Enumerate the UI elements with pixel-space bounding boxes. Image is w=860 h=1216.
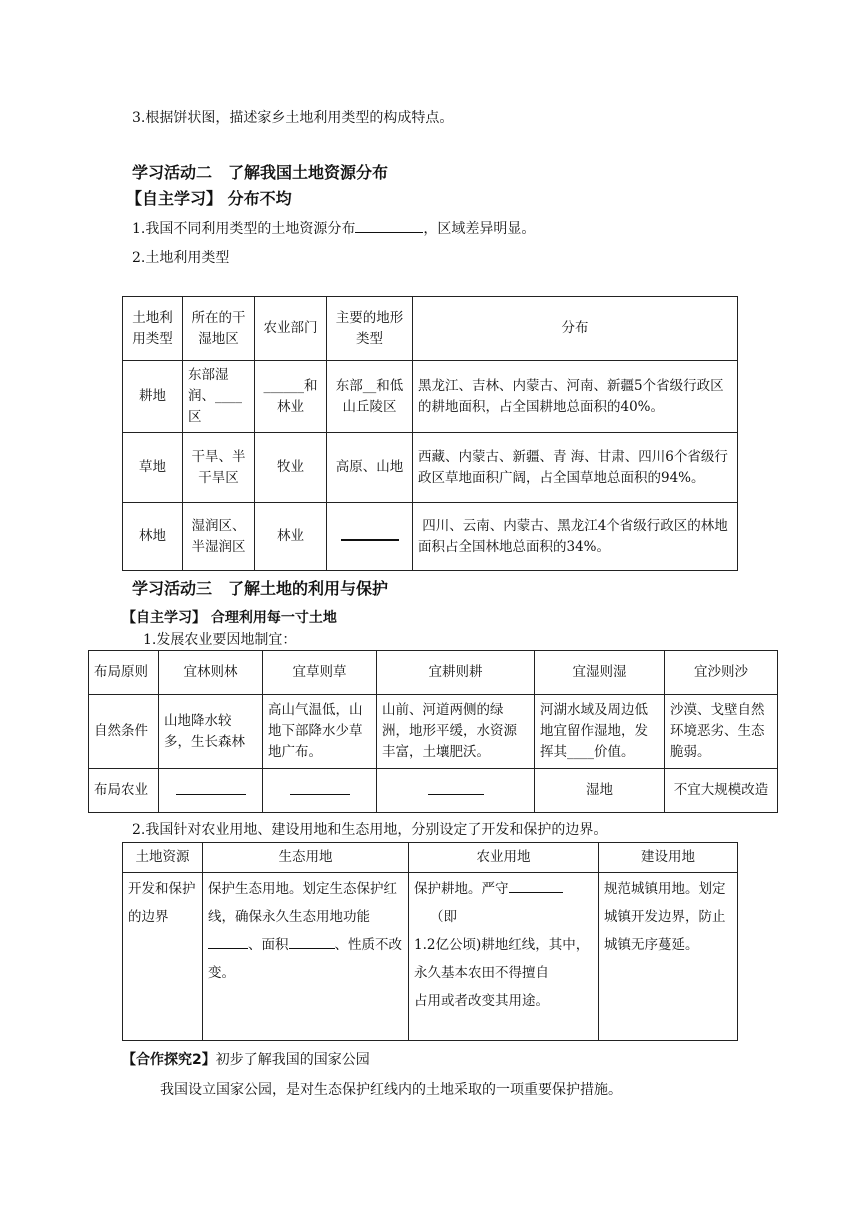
table-row xyxy=(89,769,778,813)
region-cell[interactable]: 东部湿润、____区 xyxy=(183,361,255,433)
activity-2-question-2: 2.土地利用类型 xyxy=(132,250,230,266)
header-cell: 宜耕则耕 xyxy=(377,651,535,695)
nature-cell: 山前、河道两侧的绿洲，地形平缓，水资源丰富，土壤肥沃。 xyxy=(377,695,535,769)
distribution-cell: 西藏、内蒙古、新疆、青 海、甘肃、四川6个省级行政区草地面积广阔，占全国草地总面积的94%。 xyxy=(413,433,738,503)
region-cell: 湿润区、半湿润区 xyxy=(183,503,255,571)
eco-cell[interactable] xyxy=(203,873,409,1041)
header-cell: 所在的干湿地区 xyxy=(183,297,255,361)
agriculture-layout-table xyxy=(88,650,778,813)
row-label: 自然条件 xyxy=(89,695,159,769)
agri-blank-cell[interactable] xyxy=(377,769,535,813)
row-label: 开发和保护的边界 xyxy=(123,873,203,1041)
land-boundary-table xyxy=(122,842,738,1041)
farm-text: 1.2亿公顷)耕地红线，其中，永久基本农田不得擅自 xyxy=(414,937,590,981)
land-use-type-table xyxy=(122,296,738,571)
header-cell: 主要的地形类型 xyxy=(327,297,413,361)
activity-3-question-1: 1.发展农业要因地制宜： xyxy=(143,632,297,648)
eco-text: 保护生态用地。划定生态保护红线，确保永久生态用地功能 xyxy=(208,881,397,925)
answer-blank[interactable] xyxy=(355,218,423,233)
table-row xyxy=(123,873,738,1041)
nature-cell: 高山气温低，山地下部降水少草地广布。 xyxy=(263,695,377,769)
header-cell: 分布 xyxy=(413,297,738,361)
coop-title-rest: 初步了解我国的国家公园 xyxy=(215,1052,370,1068)
activity-3-title: 学习活动三 了解土地的利用与保护 xyxy=(132,579,389,598)
distribution-cell xyxy=(413,503,738,571)
answer-blank[interactable] xyxy=(208,934,248,949)
question-1-suffix: ，区域差异明显。 xyxy=(423,221,536,237)
header-cell: 生态用地 xyxy=(203,843,409,873)
answer-blank[interactable] xyxy=(289,934,335,949)
activity-3-question-2: 2.我国针对农业用地、建设用地和生态用地，分别设定了开发和保护的边界。 xyxy=(132,822,608,838)
nature-cell: 沙漠、戈壁自然环境恶劣、生态脆弱。 xyxy=(665,695,778,769)
agri-blank-cell[interactable] xyxy=(263,769,377,813)
table-row xyxy=(123,503,738,571)
nature-cell[interactable]: 河湖水域及周边低地宜留作湿地，发挥其____价值。 xyxy=(535,695,665,769)
distribution-line-1: 四川、云南、内蒙古、黑龙江4个省级行政区的林地 xyxy=(422,517,728,534)
terrain-cell: 高原、山地 xyxy=(327,433,413,503)
header-cell: 农业部门 xyxy=(255,297,327,361)
land-type-cell: 草地 xyxy=(123,433,183,503)
header-cell: 土地利用类型 xyxy=(123,297,183,361)
coop-title: 【合作探究2】 xyxy=(122,1052,216,1068)
activity-2-title: 学习活动二 了解我国土地资源分布 xyxy=(132,163,389,182)
question-3: 3.根据饼状图，描述家乡土地利用类型的构成特点。 xyxy=(132,110,454,126)
farm-text: 占用或者改变其用途。 xyxy=(414,993,549,1009)
distribution-line-2: 面积占全国林地总面积的34%。 xyxy=(418,538,611,555)
region-cell: 干旱、半干旱区 xyxy=(183,433,255,503)
table-row xyxy=(123,433,738,503)
department-cell: 牧业 xyxy=(255,433,327,503)
header-cell: 宜湿则湿 xyxy=(535,651,665,695)
answer-blank[interactable] xyxy=(341,525,399,541)
question-1-prefix: 1.我国不同利用类型的土地资源分布 xyxy=(132,221,356,237)
coop-text: 我国设立国家公园，是对生态保护红线内的土地采取的一项重要保护措施。 xyxy=(160,1082,622,1098)
eco-text: 、性质不改变。 xyxy=(208,937,402,981)
coop-heading xyxy=(122,1050,370,1070)
activity-3-subtitle: 【自主学习】 合理利用每一寸土地 xyxy=(122,610,337,626)
department-cell[interactable]: ______和林业 xyxy=(255,361,327,433)
header-cell: 宜草则草 xyxy=(263,651,377,695)
terrain-cell[interactable]: 东部__和低山丘陵区 xyxy=(327,361,413,433)
farm-cell[interactable] xyxy=(409,873,599,1041)
table-header-row xyxy=(123,297,738,361)
terrain-cell[interactable] xyxy=(327,503,413,571)
activity-2-question-1 xyxy=(132,218,535,239)
distribution-cell: 黑龙江、吉林、内蒙古、河南、新疆5个省级行政区的耕地面积，占全国耕地总面积的40%。 xyxy=(413,361,738,433)
build-cell: 规范城镇用地。划定城镇开发边界，防止城镇无序蔓延。 xyxy=(599,873,738,1041)
row-label: 布局农业 xyxy=(89,769,159,813)
agri-cell: 湿地 xyxy=(535,769,665,813)
header-cell: 布局原则 xyxy=(89,651,159,695)
table-row xyxy=(123,361,738,433)
agri-cell: 不宜大规模改造 xyxy=(665,769,778,813)
land-type-cell: 耕地 xyxy=(123,361,183,433)
table-header-row xyxy=(89,651,778,695)
answer-blank[interactable] xyxy=(176,780,246,795)
agri-blank-cell[interactable] xyxy=(159,769,263,813)
farm-text: 保护耕地。严守 xyxy=(414,881,509,897)
answer-blank[interactable] xyxy=(428,780,484,795)
header-cell: 宜林则林 xyxy=(159,651,263,695)
answer-blank[interactable] xyxy=(290,780,350,795)
table-header-row xyxy=(123,843,738,873)
land-type-cell: 林地 xyxy=(123,503,183,571)
department-cell: 林业 xyxy=(255,503,327,571)
header-cell: 宜沙则沙 xyxy=(665,651,778,695)
header-cell: 土地资源 xyxy=(123,843,203,873)
table-row xyxy=(89,695,778,769)
farm-text: （即 xyxy=(430,909,457,925)
eco-text: 、面积 xyxy=(248,937,289,953)
header-cell: 农业用地 xyxy=(409,843,599,873)
activity-2-subtitle: 【自主学习】 分布不均 xyxy=(126,189,292,208)
nature-cell: 山地降水较多，生长森林 xyxy=(159,695,263,769)
header-cell: 建设用地 xyxy=(599,843,738,873)
answer-blank[interactable] xyxy=(509,878,563,893)
